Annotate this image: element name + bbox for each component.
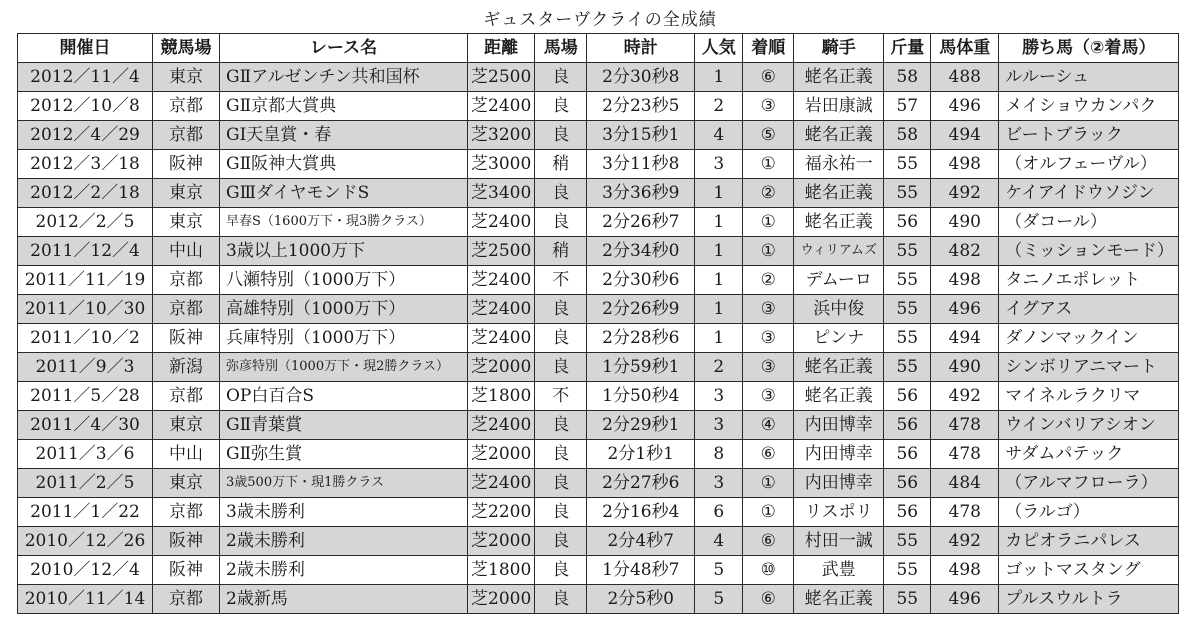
- cell-course: 京都: [153, 121, 220, 150]
- cell-popularity: 1: [695, 208, 743, 237]
- cell-jockey: 蛯名正義: [794, 121, 884, 150]
- table-row: [18, 266, 1179, 295]
- cell-weight: 55: [884, 295, 931, 324]
- cell-popularity: 3: [695, 411, 743, 440]
- cell-weight: 58: [884, 121, 931, 150]
- cell-date: 2010／12／26: [18, 527, 153, 556]
- cell-date: 2011／11／19: [18, 266, 153, 295]
- cell-date: 2012／10／8: [18, 92, 153, 121]
- cell-popularity: 1: [695, 324, 743, 353]
- cell-course: 京都: [153, 585, 220, 614]
- cell-popularity: 3: [695, 382, 743, 411]
- cell-date: 2011／3／6: [18, 440, 153, 469]
- cell-finish: ③: [743, 295, 794, 324]
- cell-winner: （オルフェーヴル）: [999, 150, 1179, 179]
- cell-jockey: 内田博幸: [794, 440, 884, 469]
- cell-course: 中山: [153, 237, 220, 266]
- cell-time: 1分59秒1: [587, 353, 695, 382]
- header-finish: 着順: [743, 34, 794, 63]
- cell-time: 3分36秒9: [587, 179, 695, 208]
- cell-track: 不: [535, 382, 587, 411]
- cell-jockey: 蛯名正義: [794, 585, 884, 614]
- cell-track: 良: [535, 411, 587, 440]
- cell-jockey: 福永祐一: [794, 150, 884, 179]
- cell-body-weight: 482: [931, 237, 999, 266]
- cell-course: 阪神: [153, 527, 220, 556]
- cell-course: 東京: [153, 411, 220, 440]
- cell-popularity: 5: [695, 585, 743, 614]
- cell-time: 1分48秒7: [587, 556, 695, 585]
- cell-date: 2011／10／30: [18, 295, 153, 324]
- cell-distance: 芝3000: [468, 150, 535, 179]
- cell-race: GⅡ京都大賞典: [220, 92, 468, 121]
- cell-popularity: 1: [695, 63, 743, 92]
- cell-jockey: ピンナ: [794, 324, 884, 353]
- cell-popularity: 1: [695, 179, 743, 208]
- cell-date: 2010／12／4: [18, 556, 153, 585]
- cell-weight: 55: [884, 150, 931, 179]
- cell-race: GⅠ天皇賞・春: [220, 121, 468, 150]
- page-title: ギュスターヴクライの全成績: [483, 10, 717, 30]
- cell-finish: ③: [743, 353, 794, 382]
- cell-jockey: 蛯名正義: [794, 353, 884, 382]
- table-body: [18, 63, 1179, 614]
- header-course: 競馬場: [153, 34, 220, 63]
- cell-distance: 芝2400: [468, 469, 535, 498]
- cell-course: 東京: [153, 63, 220, 92]
- cell-date: 2011／2／5: [18, 469, 153, 498]
- table-row: [18, 63, 1179, 92]
- cell-time: 1分50秒4: [587, 382, 695, 411]
- cell-distance: 芝2000: [468, 440, 535, 469]
- cell-date: 2012／2／18: [18, 179, 153, 208]
- table-row: [18, 469, 1179, 498]
- table-row: [18, 295, 1179, 324]
- cell-time: 2分29秒1: [587, 411, 695, 440]
- cell-weight: 56: [884, 498, 931, 527]
- cell-weight: 58: [884, 63, 931, 92]
- cell-body-weight: 484: [931, 469, 999, 498]
- cell-time: 2分28秒6: [587, 324, 695, 353]
- table-row: [18, 556, 1179, 585]
- cell-jockey: 内田博幸: [794, 469, 884, 498]
- cell-track: 良: [535, 208, 587, 237]
- cell-finish: ⑥: [743, 440, 794, 469]
- cell-popularity: 3: [695, 150, 743, 179]
- cell-track: 良: [535, 121, 587, 150]
- cell-time: 2分5秒0: [587, 585, 695, 614]
- cell-distance: 芝2200: [468, 498, 535, 527]
- cell-distance: 芝3400: [468, 179, 535, 208]
- cell-popularity: 6: [695, 498, 743, 527]
- cell-finish: ⑥: [743, 63, 794, 92]
- cell-finish: ⑥: [743, 527, 794, 556]
- cell-course: 東京: [153, 469, 220, 498]
- cell-race: GⅡ青葉賞: [220, 411, 468, 440]
- cell-winner: ゴットマスタング: [999, 556, 1179, 585]
- cell-distance: 芝1800: [468, 382, 535, 411]
- cell-date: 2011／9／3: [18, 353, 153, 382]
- cell-distance: 芝1800: [468, 556, 535, 585]
- cell-track: 良: [535, 585, 587, 614]
- cell-track: 良: [535, 179, 587, 208]
- cell-popularity: 3: [695, 469, 743, 498]
- cell-winner: サダムパテック: [999, 440, 1179, 469]
- cell-finish: ⑩: [743, 556, 794, 585]
- header-jockey: 騎手: [794, 34, 884, 63]
- cell-weight: 55: [884, 527, 931, 556]
- cell-finish: ①: [743, 150, 794, 179]
- cell-race: 八瀬特別（1000万下）: [220, 266, 468, 295]
- header-date: 開催日: [18, 34, 153, 63]
- cell-jockey: 蛯名正義: [794, 179, 884, 208]
- cell-date: 2010／11／14: [18, 585, 153, 614]
- cell-weight: 55: [884, 266, 931, 295]
- cell-distance: 芝3200: [468, 121, 535, 150]
- cell-winner: ケイアイドウソジン: [999, 179, 1179, 208]
- header-time: 時計: [587, 34, 695, 63]
- cell-weight: 55: [884, 556, 931, 585]
- cell-date: 2011／12／4: [18, 237, 153, 266]
- cell-jockey: 内田博幸: [794, 411, 884, 440]
- cell-track: 良: [535, 353, 587, 382]
- cell-time: 2分30秒8: [587, 63, 695, 92]
- cell-popularity: 4: [695, 121, 743, 150]
- header-track: 馬場: [535, 34, 587, 63]
- table-row: [18, 440, 1179, 469]
- cell-race: GⅡ阪神大賞典: [220, 150, 468, 179]
- cell-time: 3分15秒1: [587, 121, 695, 150]
- cell-date: 2011／10／2: [18, 324, 153, 353]
- results-table: [17, 33, 1179, 614]
- cell-distance: 芝2400: [468, 295, 535, 324]
- cell-course: 京都: [153, 498, 220, 527]
- cell-finish: ①: [743, 469, 794, 498]
- cell-finish: ①: [743, 208, 794, 237]
- cell-track: 良: [535, 556, 587, 585]
- header-popularity: 人気: [695, 34, 743, 63]
- cell-distance: 芝2400: [468, 411, 535, 440]
- table-row: [18, 208, 1179, 237]
- cell-track: 稍: [535, 150, 587, 179]
- cell-popularity: 4: [695, 527, 743, 556]
- table-row: [18, 237, 1179, 266]
- cell-time: 3分11秒8: [587, 150, 695, 179]
- cell-body-weight: 478: [931, 411, 999, 440]
- cell-finish: ②: [743, 179, 794, 208]
- cell-finish: ①: [743, 237, 794, 266]
- cell-jockey: 岩田康誠: [794, 92, 884, 121]
- cell-weight: 56: [884, 440, 931, 469]
- cell-finish: ⑥: [743, 585, 794, 614]
- cell-body-weight: 498: [931, 556, 999, 585]
- cell-weight: 55: [884, 237, 931, 266]
- cell-race: GⅡ弥生賞: [220, 440, 468, 469]
- cell-time: 2分27秒6: [587, 469, 695, 498]
- cell-body-weight: 490: [931, 208, 999, 237]
- header-race: レース名: [220, 34, 468, 63]
- cell-body-weight: 494: [931, 324, 999, 353]
- cell-time: 2分30秒6: [587, 266, 695, 295]
- cell-weight: 57: [884, 92, 931, 121]
- table-row: [18, 150, 1179, 179]
- cell-weight: 55: [884, 324, 931, 353]
- cell-race: 早春S（1600万下・現3勝クラス）: [220, 208, 468, 237]
- cell-distance: 芝2400: [468, 92, 535, 121]
- cell-finish: ①: [743, 498, 794, 527]
- cell-date: 2012／4／29: [18, 121, 153, 150]
- cell-track: 不: [535, 266, 587, 295]
- cell-course: 中山: [153, 440, 220, 469]
- cell-race: GⅡアルゼンチン共和国杯: [220, 63, 468, 92]
- cell-distance: 芝2400: [468, 266, 535, 295]
- cell-body-weight: 488: [931, 63, 999, 92]
- cell-race: 2歳新馬: [220, 585, 468, 614]
- cell-body-weight: 498: [931, 150, 999, 179]
- header-winner: 勝ち馬（②着馬）: [999, 34, 1179, 63]
- cell-jockey: 蛯名正義: [794, 63, 884, 92]
- table-row: [18, 382, 1179, 411]
- cell-course: 京都: [153, 295, 220, 324]
- cell-body-weight: 490: [931, 353, 999, 382]
- cell-race: 2歳未勝利: [220, 527, 468, 556]
- table-row: [18, 92, 1179, 121]
- cell-winner: ダノンマックイン: [999, 324, 1179, 353]
- header-distance: 距離: [468, 34, 535, 63]
- cell-distance: 芝2000: [468, 585, 535, 614]
- table-row: [18, 411, 1179, 440]
- cell-track: 稍: [535, 237, 587, 266]
- cell-track: 良: [535, 527, 587, 556]
- cell-distance: 芝2400: [468, 208, 535, 237]
- cell-popularity: 1: [695, 237, 743, 266]
- cell-distance: 芝2400: [468, 324, 535, 353]
- cell-distance: 芝2000: [468, 353, 535, 382]
- cell-time: 2分4秒7: [587, 527, 695, 556]
- header-row: [18, 34, 1179, 63]
- cell-winner: （アルマフローラ）: [999, 469, 1179, 498]
- header-weight: 斤量: [884, 34, 931, 63]
- cell-race: OP白百合S: [220, 382, 468, 411]
- cell-course: 京都: [153, 92, 220, 121]
- cell-weight: 55: [884, 585, 931, 614]
- cell-weight: 56: [884, 469, 931, 498]
- cell-popularity: 5: [695, 556, 743, 585]
- cell-winner: （ミッションモード）: [999, 237, 1179, 266]
- cell-popularity: 1: [695, 266, 743, 295]
- cell-track: 良: [535, 498, 587, 527]
- cell-track: 良: [535, 295, 587, 324]
- cell-jockey: デムーロ: [794, 266, 884, 295]
- cell-weight: 55: [884, 179, 931, 208]
- cell-winner: カピオラニパレス: [999, 527, 1179, 556]
- cell-body-weight: 496: [931, 585, 999, 614]
- table-row: [18, 527, 1179, 556]
- cell-winner: ウインバリアシオン: [999, 411, 1179, 440]
- cell-winner: ルルーシュ: [999, 63, 1179, 92]
- cell-time: 2分23秒5: [587, 92, 695, 121]
- cell-course: 阪神: [153, 150, 220, 179]
- cell-body-weight: 478: [931, 498, 999, 527]
- cell-race: 兵庫特別（1000万下）: [220, 324, 468, 353]
- cell-popularity: 1: [695, 295, 743, 324]
- cell-popularity: 2: [695, 353, 743, 382]
- cell-winner: イグアス: [999, 295, 1179, 324]
- cell-track: 良: [535, 92, 587, 121]
- table-row: [18, 179, 1179, 208]
- cell-course: 新潟: [153, 353, 220, 382]
- cell-track: 良: [535, 324, 587, 353]
- cell-winner: （ラルゴ）: [999, 498, 1179, 527]
- cell-course: 阪神: [153, 556, 220, 585]
- cell-winner: タニノエポレット: [999, 266, 1179, 295]
- cell-course: 京都: [153, 266, 220, 295]
- cell-date: 2011／4／30: [18, 411, 153, 440]
- cell-body-weight: 494: [931, 121, 999, 150]
- cell-finish: ⑤: [743, 121, 794, 150]
- cell-jockey: リスポリ: [794, 498, 884, 527]
- cell-date: 2012／3／18: [18, 150, 153, 179]
- cell-weight: 55: [884, 353, 931, 382]
- cell-track: 良: [535, 63, 587, 92]
- table-row: [18, 353, 1179, 382]
- cell-track: 良: [535, 440, 587, 469]
- cell-date: 2011／5／28: [18, 382, 153, 411]
- cell-course: 東京: [153, 208, 220, 237]
- cell-finish: ③: [743, 324, 794, 353]
- table-row: [18, 121, 1179, 150]
- cell-weight: 56: [884, 411, 931, 440]
- cell-course: 京都: [153, 382, 220, 411]
- cell-jockey: 武豊: [794, 556, 884, 585]
- cell-distance: 芝2500: [468, 63, 535, 92]
- cell-body-weight: 496: [931, 295, 999, 324]
- cell-body-weight: 492: [931, 527, 999, 556]
- cell-course: 阪神: [153, 324, 220, 353]
- cell-distance: 芝2000: [468, 527, 535, 556]
- cell-jockey: ウィリアムズ: [794, 237, 884, 266]
- table-row: [18, 324, 1179, 353]
- cell-finish: ③: [743, 382, 794, 411]
- cell-race: 3歳未勝利: [220, 498, 468, 527]
- cell-date: 2012／2／5: [18, 208, 153, 237]
- cell-popularity: 8: [695, 440, 743, 469]
- cell-distance: 芝2500: [468, 237, 535, 266]
- header-body-weight: 馬体重: [931, 34, 999, 63]
- cell-winner: メイショウカンパク: [999, 92, 1179, 121]
- cell-race: 高雄特別（1000万下）: [220, 295, 468, 324]
- cell-popularity: 2: [695, 92, 743, 121]
- table-row: [18, 498, 1179, 527]
- cell-time: 2分26秒9: [587, 295, 695, 324]
- cell-winner: （ダコール）: [999, 208, 1179, 237]
- cell-jockey: 浜中俊: [794, 295, 884, 324]
- cell-body-weight: 492: [931, 179, 999, 208]
- cell-race: 3歳500万下・現1勝クラス: [220, 469, 468, 498]
- cell-time: 2分26秒7: [587, 208, 695, 237]
- cell-race: 2歳未勝利: [220, 556, 468, 585]
- cell-race: 3歳以上1000万下: [220, 237, 468, 266]
- cell-course: 東京: [153, 179, 220, 208]
- cell-weight: 56: [884, 208, 931, 237]
- cell-body-weight: 492: [931, 382, 999, 411]
- cell-time: 2分1秒1: [587, 440, 695, 469]
- cell-track: 良: [535, 469, 587, 498]
- cell-race: 弥彦特別（1000万下・現2勝クラス）: [220, 353, 468, 382]
- cell-race: GⅢダイヤモンドS: [220, 179, 468, 208]
- cell-jockey: 村田一誠: [794, 527, 884, 556]
- cell-winner: プルスウルトラ: [999, 585, 1179, 614]
- table-row: [18, 585, 1179, 614]
- cell-jockey: 蛯名正義: [794, 382, 884, 411]
- cell-finish: ②: [743, 266, 794, 295]
- cell-winner: シンボリアニマート: [999, 353, 1179, 382]
- cell-finish: ③: [743, 92, 794, 121]
- cell-body-weight: 496: [931, 92, 999, 121]
- cell-date: 2011／1／22: [18, 498, 153, 527]
- cell-finish: ④: [743, 411, 794, 440]
- cell-winner: マイネルラクリマ: [999, 382, 1179, 411]
- cell-winner: ビートブラック: [999, 121, 1179, 150]
- cell-time: 2分34秒0: [587, 237, 695, 266]
- cell-body-weight: 478: [931, 440, 999, 469]
- cell-date: 2012／11／4: [18, 63, 153, 92]
- cell-time: 2分16秒4: [587, 498, 695, 527]
- cell-weight: 56: [884, 382, 931, 411]
- cell-jockey: 蛯名正義: [794, 208, 884, 237]
- cell-body-weight: 498: [931, 266, 999, 295]
